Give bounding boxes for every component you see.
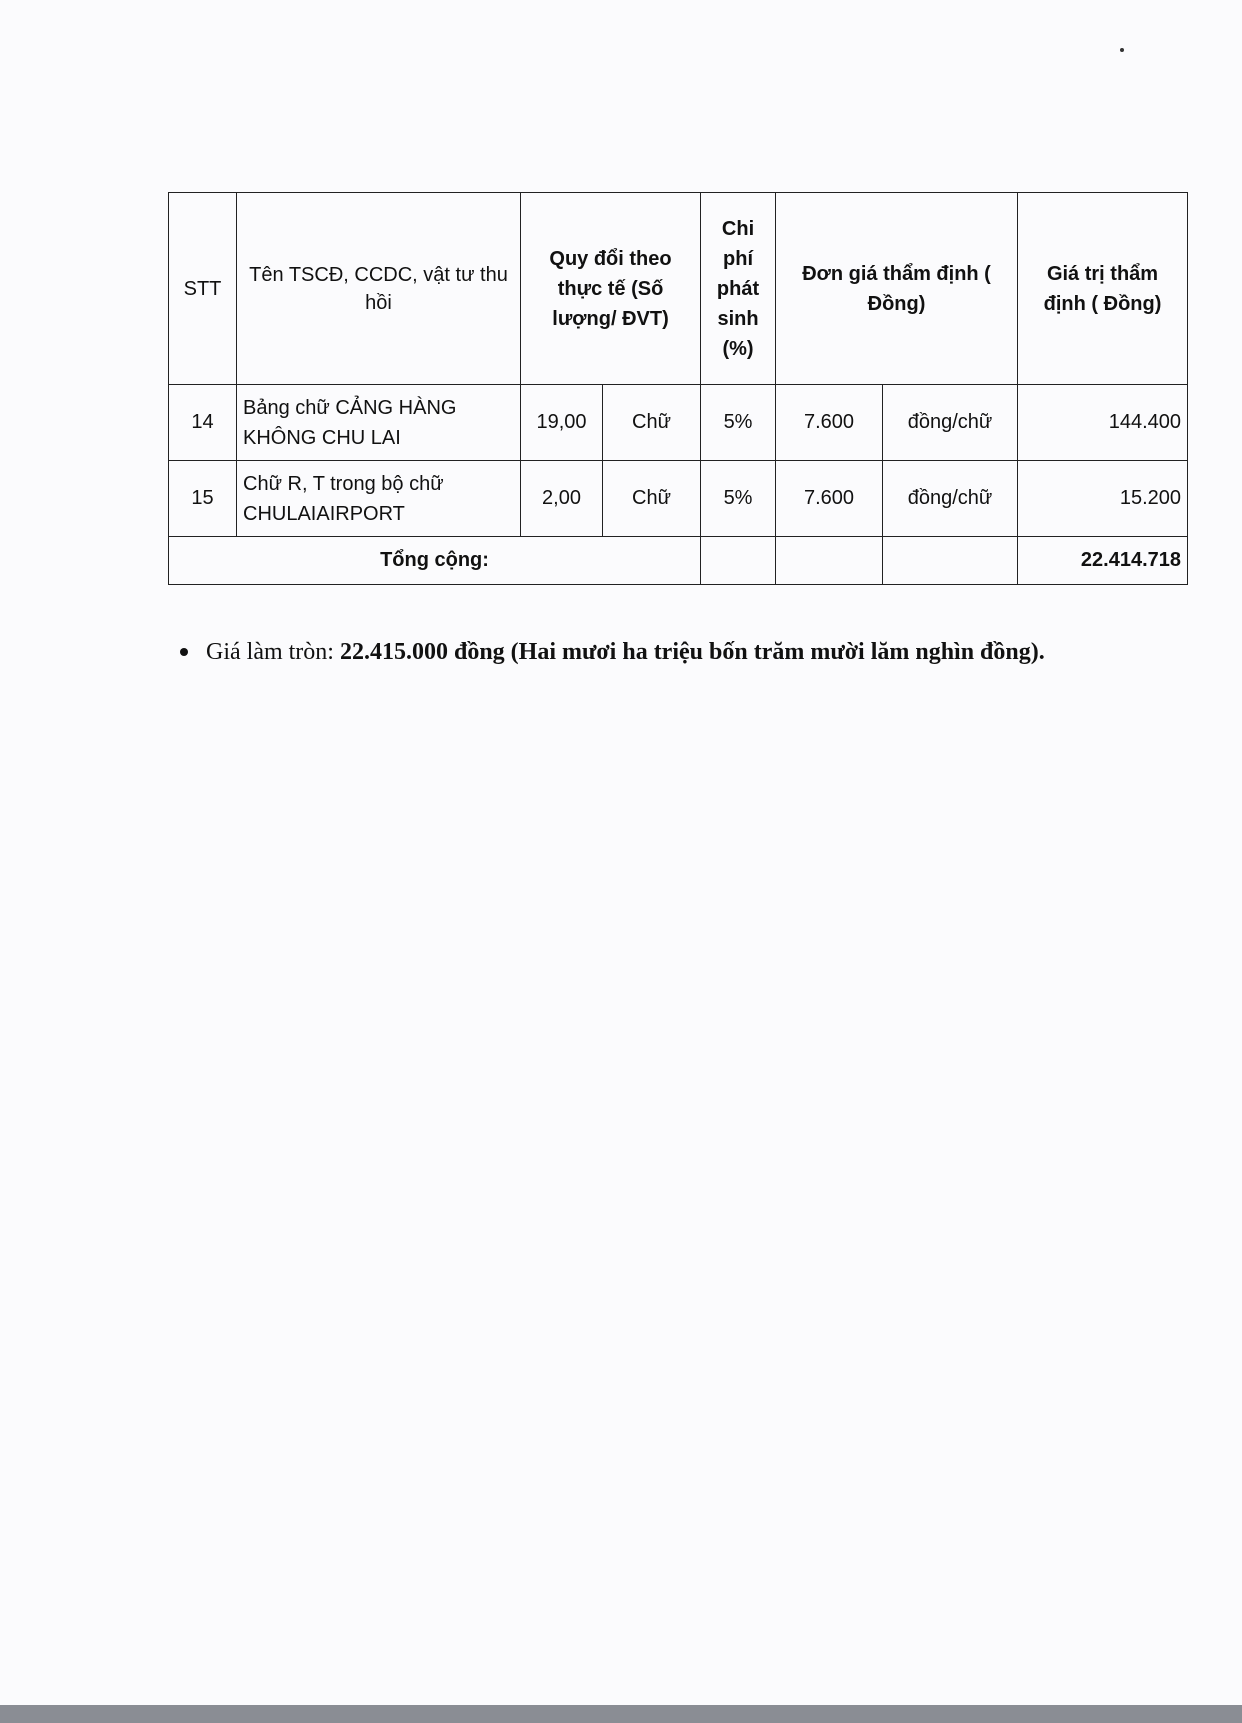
cell-quantity: 19,00 bbox=[521, 385, 603, 461]
table-row bbox=[169, 385, 1188, 461]
table-total-row bbox=[169, 537, 1188, 585]
cell-price-unit: đồng/chữ bbox=[883, 385, 1018, 461]
cell-cost-pct: 5% bbox=[701, 461, 776, 537]
header-name: Tên TSCĐ, CCDC, vật tư thu hồi bbox=[237, 193, 521, 385]
cell-quantity: 2,00 bbox=[521, 461, 603, 537]
cell-name: Bảng chữ CẢNG HÀNG KHÔNG CHU LAI bbox=[237, 385, 521, 461]
cell-unit: Chữ bbox=[603, 461, 701, 537]
total-blank-cell bbox=[776, 537, 883, 585]
cell-price-unit: đồng/chữ bbox=[883, 461, 1018, 537]
cell-unit-price: 7.600 bbox=[776, 385, 883, 461]
cell-stt: 15 bbox=[169, 461, 237, 537]
total-label: Tổng cộng: bbox=[169, 537, 701, 585]
total-value: 22.414.718 bbox=[1018, 537, 1188, 585]
header-stt: STT bbox=[169, 193, 237, 385]
cell-name: Chữ R, T trong bộ chữ CHULAIAIRPORT bbox=[237, 461, 521, 537]
cell-value: 15.200 bbox=[1018, 461, 1188, 537]
scan-speck bbox=[1120, 48, 1124, 52]
note-amount: 22.415.000 đồng (Hai mươi ha triệu bốn trăm mười lăm nghìn đồng). bbox=[339, 639, 1045, 665]
table-row bbox=[169, 461, 1188, 537]
cell-unit-price: 7.600 bbox=[776, 461, 883, 537]
cell-value: 144.400 bbox=[1018, 385, 1188, 461]
header-value: Giá trị thẩm định ( Đồng) bbox=[1018, 193, 1188, 385]
total-blank-cell bbox=[883, 537, 1018, 585]
valuation-table bbox=[168, 192, 1188, 585]
rounded-price-note bbox=[206, 633, 1106, 671]
header-quantity: Quy đổi theo thực tế (Số lượng/ ĐVT) bbox=[521, 193, 701, 385]
cell-cost-pct: 5% bbox=[701, 385, 776, 461]
scan-bottom-edge bbox=[0, 1705, 1242, 1723]
header-cost-pct: Chi phí phát sinh (%) bbox=[701, 193, 776, 385]
total-blank-cell bbox=[701, 537, 776, 585]
note-prefix: Giá làm tròn: bbox=[206, 639, 340, 665]
cell-unit: Chữ bbox=[603, 385, 701, 461]
bullet-icon bbox=[180, 648, 188, 656]
cell-stt: 14 bbox=[169, 385, 237, 461]
header-unit-price: Đơn giá thẩm định ( Đồng) bbox=[776, 193, 1018, 385]
table-header-row bbox=[169, 193, 1188, 385]
